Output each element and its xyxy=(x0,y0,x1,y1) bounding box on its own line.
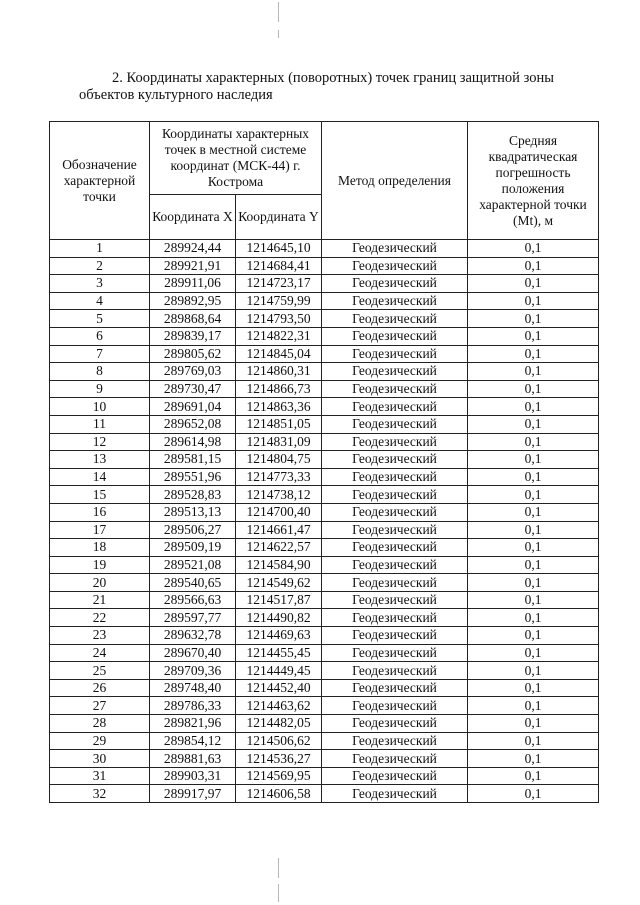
table-row xyxy=(50,556,599,574)
coordinate-x-cell: 289521,08 xyxy=(150,556,236,574)
method-cell: Геодезический xyxy=(322,644,468,662)
method-cell: Геодезический xyxy=(322,750,468,768)
table-row xyxy=(50,451,599,469)
coordinate-y-cell: 1214860,31 xyxy=(236,363,322,381)
method-cell: Геодезический xyxy=(322,310,468,328)
point-number-cell: 22 xyxy=(50,609,150,627)
accuracy-cell: 0,1 xyxy=(468,275,599,293)
header-coordinate-x: Координата X xyxy=(150,195,236,240)
accuracy-cell: 0,1 xyxy=(468,715,599,733)
coordinate-x-cell: 289509,19 xyxy=(150,539,236,557)
coordinate-x-cell: 289839,17 xyxy=(150,327,236,345)
point-number-cell: 19 xyxy=(50,556,150,574)
accuracy-cell: 0,1 xyxy=(468,240,599,258)
table-row xyxy=(50,750,599,768)
table-row xyxy=(50,292,599,310)
point-number-cell: 10 xyxy=(50,398,150,416)
coordinate-y-cell: 1214866,73 xyxy=(236,380,322,398)
method-cell: Геодезический xyxy=(322,679,468,697)
method-cell: Геодезический xyxy=(322,327,468,345)
coordinate-x-cell: 289670,40 xyxy=(150,644,236,662)
header-coordinates-group: Координаты характерных точек в местной системе координат (МСК-44) г. Кострома xyxy=(150,122,322,195)
method-cell: Геодезический xyxy=(322,398,468,416)
coordinate-y-cell: 1214723,17 xyxy=(236,275,322,293)
table-row xyxy=(50,539,599,557)
coordinate-x-cell: 289597,77 xyxy=(150,609,236,627)
table-row xyxy=(50,679,599,697)
table-row xyxy=(50,240,599,258)
point-number-cell: 27 xyxy=(50,697,150,715)
table-row xyxy=(50,644,599,662)
accuracy-cell: 0,1 xyxy=(468,257,599,275)
header-accuracy: Средняя квадратическая погрешность положения характерной точки (Mt), м xyxy=(468,122,599,240)
coordinate-x-cell: 289868,64 xyxy=(150,310,236,328)
scan-fold-mark-top-2 xyxy=(278,30,279,38)
table-row xyxy=(50,609,599,627)
point-number-cell: 11 xyxy=(50,415,150,433)
coordinate-y-cell: 1214469,63 xyxy=(236,627,322,645)
table-row xyxy=(50,697,599,715)
scan-fold-mark-bottom-2 xyxy=(278,884,279,902)
table-row xyxy=(50,767,599,785)
coordinate-x-cell: 289911,06 xyxy=(150,275,236,293)
method-cell: Геодезический xyxy=(322,292,468,310)
accuracy-cell: 0,1 xyxy=(468,627,599,645)
accuracy-cell: 0,1 xyxy=(468,556,599,574)
coordinates-table xyxy=(49,121,599,803)
accuracy-cell: 0,1 xyxy=(468,451,599,469)
point-number-cell: 25 xyxy=(50,662,150,680)
point-number-cell: 24 xyxy=(50,644,150,662)
accuracy-cell: 0,1 xyxy=(468,662,599,680)
coordinate-y-cell: 1214822,31 xyxy=(236,327,322,345)
point-number-cell: 29 xyxy=(50,732,150,750)
coordinate-y-cell: 1214773,33 xyxy=(236,468,322,486)
accuracy-cell: 0,1 xyxy=(468,767,599,785)
point-number-cell: 30 xyxy=(50,750,150,768)
coordinate-y-cell: 1214517,87 xyxy=(236,591,322,609)
method-cell: Геодезический xyxy=(322,732,468,750)
point-number-cell: 9 xyxy=(50,380,150,398)
table-row xyxy=(50,732,599,750)
coordinate-y-cell: 1214661,47 xyxy=(236,521,322,539)
table-row xyxy=(50,715,599,733)
method-cell: Геодезический xyxy=(322,486,468,504)
accuracy-cell: 0,1 xyxy=(468,363,599,381)
table-row xyxy=(50,275,599,293)
method-cell: Геодезический xyxy=(322,715,468,733)
coordinate-y-cell: 1214536,27 xyxy=(236,750,322,768)
table-row xyxy=(50,662,599,680)
coordinate-y-cell: 1214506,62 xyxy=(236,732,322,750)
accuracy-cell: 0,1 xyxy=(468,750,599,768)
accuracy-cell: 0,1 xyxy=(468,785,599,803)
point-number-cell: 2 xyxy=(50,257,150,275)
accuracy-cell: 0,1 xyxy=(468,697,599,715)
point-number-cell: 18 xyxy=(50,539,150,557)
method-cell: Геодезический xyxy=(322,257,468,275)
heading-line-1: 2. Координаты характерных (поворотных) точек границ защитной зоны xyxy=(112,70,554,86)
accuracy-cell: 0,1 xyxy=(468,380,599,398)
coordinate-x-cell: 289921,91 xyxy=(150,257,236,275)
coordinate-x-cell: 289513,13 xyxy=(150,503,236,521)
header-method: Метод определения xyxy=(322,122,468,240)
accuracy-cell: 0,1 xyxy=(468,433,599,451)
coordinate-y-cell: 1214700,40 xyxy=(236,503,322,521)
point-number-cell: 31 xyxy=(50,767,150,785)
scan-fold-mark-top xyxy=(278,2,279,22)
table-row xyxy=(50,468,599,486)
point-number-cell: 7 xyxy=(50,345,150,363)
table-row xyxy=(50,310,599,328)
accuracy-cell: 0,1 xyxy=(468,644,599,662)
header-coordinate-y: Координата Y xyxy=(236,195,322,240)
table-row xyxy=(50,591,599,609)
coordinate-x-cell: 289566,63 xyxy=(150,591,236,609)
accuracy-cell: 0,1 xyxy=(468,327,599,345)
method-cell: Геодезический xyxy=(322,415,468,433)
point-number-cell: 23 xyxy=(50,627,150,645)
accuracy-cell: 0,1 xyxy=(468,539,599,557)
accuracy-cell: 0,1 xyxy=(468,503,599,521)
accuracy-cell: 0,1 xyxy=(468,679,599,697)
coordinate-x-cell: 289528,83 xyxy=(150,486,236,504)
coordinate-y-cell: 1214452,40 xyxy=(236,679,322,697)
coordinate-x-cell: 289614,98 xyxy=(150,433,236,451)
coordinate-x-cell: 289821,96 xyxy=(150,715,236,733)
table-row xyxy=(50,380,599,398)
table-row xyxy=(50,363,599,381)
coordinate-y-cell: 1214845,04 xyxy=(236,345,322,363)
point-number-cell: 4 xyxy=(50,292,150,310)
coordinate-x-cell: 289854,12 xyxy=(150,732,236,750)
coordinate-x-cell: 289892,95 xyxy=(150,292,236,310)
coordinate-y-cell: 1214482,05 xyxy=(236,715,322,733)
accuracy-cell: 0,1 xyxy=(468,310,599,328)
method-cell: Геодезический xyxy=(322,556,468,574)
table-row xyxy=(50,486,599,504)
method-cell: Геодезический xyxy=(322,662,468,680)
point-number-cell: 6 xyxy=(50,327,150,345)
header-designation: Обозначение характерной точки xyxy=(50,122,150,240)
coordinate-x-cell: 289903,31 xyxy=(150,767,236,785)
coordinate-x-cell: 289748,40 xyxy=(150,679,236,697)
accuracy-cell: 0,1 xyxy=(468,292,599,310)
coordinate-y-cell: 1214645,10 xyxy=(236,240,322,258)
table-row xyxy=(50,415,599,433)
coordinate-x-cell: 289632,78 xyxy=(150,627,236,645)
coordinate-y-cell: 1214738,12 xyxy=(236,486,322,504)
coordinate-x-cell: 289924,44 xyxy=(150,240,236,258)
coordinate-y-cell: 1214851,05 xyxy=(236,415,322,433)
point-number-cell: 13 xyxy=(50,451,150,469)
table-row xyxy=(50,627,599,645)
coordinate-x-cell: 289917,97 xyxy=(150,785,236,803)
coordinate-y-cell: 1214449,45 xyxy=(236,662,322,680)
coordinate-y-cell: 1214759,99 xyxy=(236,292,322,310)
coordinate-x-cell: 289805,62 xyxy=(150,345,236,363)
coordinate-x-cell: 289730,47 xyxy=(150,380,236,398)
accuracy-cell: 0,1 xyxy=(468,609,599,627)
accuracy-cell: 0,1 xyxy=(468,732,599,750)
coordinate-y-cell: 1214804,75 xyxy=(236,451,322,469)
accuracy-cell: 0,1 xyxy=(468,591,599,609)
coordinate-y-cell: 1214831,09 xyxy=(236,433,322,451)
method-cell: Геодезический xyxy=(322,574,468,592)
point-number-cell: 12 xyxy=(50,433,150,451)
point-number-cell: 21 xyxy=(50,591,150,609)
method-cell: Геодезический xyxy=(322,345,468,363)
point-number-cell: 1 xyxy=(50,240,150,258)
method-cell: Геодезический xyxy=(322,521,468,539)
coordinate-x-cell: 289581,15 xyxy=(150,451,236,469)
coordinate-y-cell: 1214622,57 xyxy=(236,539,322,557)
point-number-cell: 17 xyxy=(50,521,150,539)
accuracy-cell: 0,1 xyxy=(468,415,599,433)
method-cell: Геодезический xyxy=(322,539,468,557)
table-row xyxy=(50,257,599,275)
coordinate-x-cell: 289709,36 xyxy=(150,662,236,680)
table-row xyxy=(50,574,599,592)
method-cell: Геодезический xyxy=(322,697,468,715)
method-cell: Геодезический xyxy=(322,240,468,258)
coordinate-y-cell: 1214863,36 xyxy=(236,398,322,416)
accuracy-cell: 0,1 xyxy=(468,468,599,486)
table-row xyxy=(50,785,599,803)
scan-fold-mark-bottom xyxy=(278,858,279,878)
coordinate-y-cell: 1214606,58 xyxy=(236,785,322,803)
point-number-cell: 5 xyxy=(50,310,150,328)
table-row xyxy=(50,398,599,416)
coordinates-table-body xyxy=(50,240,599,803)
coordinate-y-cell: 1214463,62 xyxy=(236,697,322,715)
accuracy-cell: 0,1 xyxy=(468,398,599,416)
point-number-cell: 14 xyxy=(50,468,150,486)
method-cell: Геодезический xyxy=(322,785,468,803)
point-number-cell: 15 xyxy=(50,486,150,504)
method-cell: Геодезический xyxy=(322,627,468,645)
coordinate-x-cell: 289652,08 xyxy=(150,415,236,433)
point-number-cell: 32 xyxy=(50,785,150,803)
section-heading xyxy=(79,70,599,104)
accuracy-cell: 0,1 xyxy=(468,574,599,592)
method-cell: Геодезический xyxy=(322,275,468,293)
method-cell: Геодезический xyxy=(322,433,468,451)
method-cell: Геодезический xyxy=(322,503,468,521)
table-row xyxy=(50,433,599,451)
accuracy-cell: 0,1 xyxy=(468,521,599,539)
accuracy-cell: 0,1 xyxy=(468,486,599,504)
method-cell: Геодезический xyxy=(322,609,468,627)
method-cell: Геодезический xyxy=(322,767,468,785)
table-row xyxy=(50,503,599,521)
coordinate-y-cell: 1214455,45 xyxy=(236,644,322,662)
coordinate-y-cell: 1214549,62 xyxy=(236,574,322,592)
coordinate-x-cell: 289540,65 xyxy=(150,574,236,592)
coordinate-x-cell: 289786,33 xyxy=(150,697,236,715)
point-number-cell: 3 xyxy=(50,275,150,293)
method-cell: Геодезический xyxy=(322,468,468,486)
method-cell: Геодезический xyxy=(322,363,468,381)
point-number-cell: 28 xyxy=(50,715,150,733)
table-row xyxy=(50,345,599,363)
point-number-cell: 16 xyxy=(50,503,150,521)
point-number-cell: 20 xyxy=(50,574,150,592)
coordinate-x-cell: 289769,03 xyxy=(150,363,236,381)
point-number-cell: 8 xyxy=(50,363,150,381)
method-cell: Геодезический xyxy=(322,380,468,398)
method-cell: Геодезический xyxy=(322,591,468,609)
coordinate-y-cell: 1214793,50 xyxy=(236,310,322,328)
coordinate-x-cell: 289506,27 xyxy=(150,521,236,539)
heading-line-2: объектов культурного наследия xyxy=(79,87,273,103)
coordinate-x-cell: 289691,04 xyxy=(150,398,236,416)
coordinate-y-cell: 1214584,90 xyxy=(236,556,322,574)
method-cell: Геодезический xyxy=(322,451,468,469)
table-row xyxy=(50,327,599,345)
coordinate-y-cell: 1214569,95 xyxy=(236,767,322,785)
coordinate-y-cell: 1214684,41 xyxy=(236,257,322,275)
table-row xyxy=(50,521,599,539)
accuracy-cell: 0,1 xyxy=(468,345,599,363)
coordinate-x-cell: 289881,63 xyxy=(150,750,236,768)
point-number-cell: 26 xyxy=(50,679,150,697)
coordinate-y-cell: 1214490,82 xyxy=(236,609,322,627)
coordinate-x-cell: 289551,96 xyxy=(150,468,236,486)
